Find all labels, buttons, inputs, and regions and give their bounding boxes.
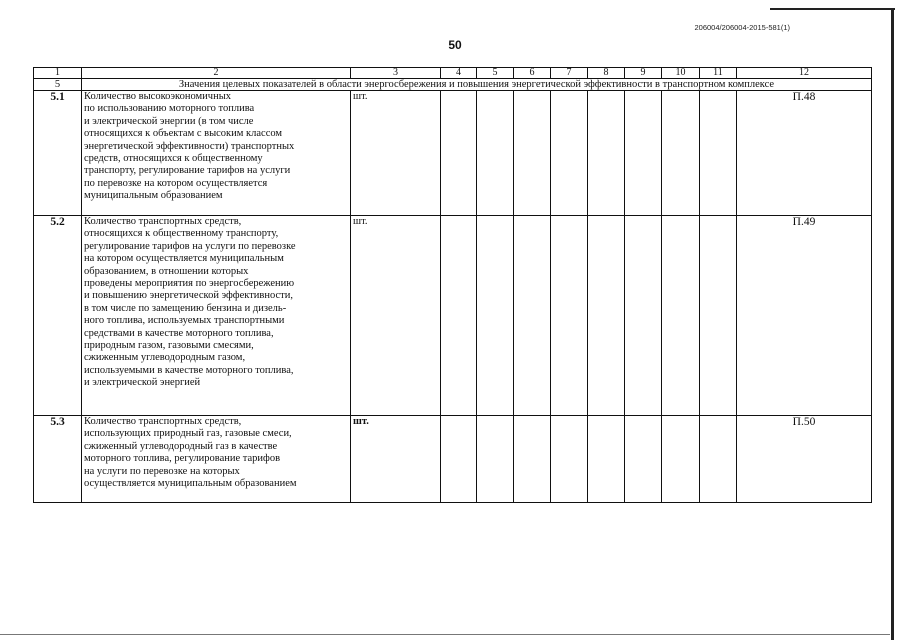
empty-cell: [441, 416, 477, 503]
description-line: средств, относящихся к общественному: [84, 153, 263, 165]
table-row: [34, 416, 872, 503]
description-line: относящихся к общественному транспорту,: [84, 228, 279, 240]
row-unit: шт.: [351, 216, 441, 416]
description-line: и электрической энергии (в том числе: [84, 115, 254, 127]
description-line: использующих природный газ, газовые смеси,: [84, 428, 292, 440]
description-line: моторного топлива, регулирование тарифов: [84, 453, 281, 465]
column-number: 7: [551, 68, 588, 79]
empty-cell: [662, 216, 700, 416]
column-number: 1: [34, 68, 82, 79]
section-row: [34, 79, 872, 91]
row-reference: П.50: [737, 416, 872, 503]
empty-cell: [477, 416, 514, 503]
description-line: проведены мероприятия по энергосбережению: [84, 278, 295, 290]
description-line: по использованию моторного топлива: [84, 103, 255, 115]
page-number: 50: [448, 38, 462, 52]
description-line: Количество транспортных средств,: [84, 416, 242, 427]
description-line: по перевозке на котором осуществляется: [84, 177, 268, 189]
description-line: муниципальным образованием: [84, 190, 223, 202]
table-row: [34, 216, 872, 416]
scan-edge-right: [891, 8, 894, 640]
row-description: [82, 91, 351, 216]
empty-cell: [477, 91, 514, 216]
description-line: природным газом, газовыми смесями,: [84, 340, 254, 352]
description-line: ного топлива, используемых транспортными: [84, 315, 285, 327]
scan-edge-bottom: [0, 634, 890, 635]
description-line: на котором осуществляется муниципальным: [84, 253, 284, 265]
description-line: и электрической энергией: [84, 377, 201, 389]
empty-cell: [625, 216, 662, 416]
empty-cell: [588, 216, 625, 416]
column-number: 3: [351, 68, 441, 79]
empty-cell: [551, 416, 588, 503]
scan-edge-top: [770, 8, 895, 10]
column-number: 9: [625, 68, 662, 79]
row-unit: шт.: [351, 91, 441, 216]
description-line: сжиженный углеводородный газ в качестве: [84, 440, 278, 452]
description-line: в том числе по замещению бензина и дизель-: [84, 302, 287, 314]
empty-cell: [662, 416, 700, 503]
column-number: 8: [588, 68, 625, 79]
description-line: средствами в качестве моторного топлива,: [84, 327, 274, 339]
column-number: 12: [737, 68, 872, 79]
description-line: используемыми в качестве моторного топлива,: [84, 364, 294, 376]
description-line: относящихся к объектам с высоким классом: [84, 128, 283, 140]
empty-cell: [588, 416, 625, 503]
empty-cell: [588, 91, 625, 216]
description-line: энергетической эффективности) транспортных: [84, 140, 295, 152]
table-row: [34, 91, 872, 216]
column-number: 6: [514, 68, 551, 79]
description-line: Количество транспортных средств,: [84, 216, 242, 227]
column-number: 5: [477, 68, 514, 79]
description-line: и повышению энергетической эффективности,: [84, 290, 293, 302]
row-number: 5.1: [34, 91, 82, 216]
empty-cell: [514, 416, 551, 503]
description-line: регулирование тарифов на услуги по перевозке: [84, 240, 296, 252]
row-number: 5.3: [34, 416, 82, 503]
row-reference: П.49: [737, 216, 872, 416]
empty-cell: [625, 91, 662, 216]
column-number-row: [34, 68, 872, 79]
empty-cell: [700, 416, 737, 503]
empty-cell: [700, 216, 737, 416]
empty-cell: [625, 416, 662, 503]
column-number: 11: [700, 68, 737, 79]
description-line: осуществляется муниципальным образованием: [84, 478, 297, 490]
row-number: 5.2: [34, 216, 82, 416]
section-title: Значения целевых показателей в области энергосбережения и повышения энергетической эффективности в транспортном комплексе: [82, 79, 872, 91]
description-line: образованием, в отношении которых: [84, 265, 249, 277]
empty-cell: [477, 216, 514, 416]
document-id: 206004/206004-2015-581(1): [694, 23, 790, 32]
row-unit: шт.: [351, 416, 441, 503]
column-number: 4: [441, 68, 477, 79]
description-line: Количество высокоэкономичных: [84, 91, 231, 102]
row-description: [82, 216, 351, 416]
empty-cell: [441, 216, 477, 416]
empty-cell: [551, 216, 588, 416]
column-number: 2: [82, 68, 351, 79]
description-line: транспорту, регулирование тарифов на услуги: [84, 165, 291, 177]
empty-cell: [514, 216, 551, 416]
empty-cell: [700, 91, 737, 216]
indicators-table: [33, 67, 872, 503]
row-description: [82, 416, 351, 503]
empty-cell: [441, 91, 477, 216]
empty-cell: [514, 91, 551, 216]
empty-cell: [662, 91, 700, 216]
empty-cell: [551, 91, 588, 216]
row-reference: П.48: [737, 91, 872, 216]
column-number: 10: [662, 68, 700, 79]
section-number: 5: [34, 79, 82, 91]
description-line: на услуги по перевозке на которых: [84, 465, 240, 477]
description-line: сжиженным углеводородным газом,: [84, 352, 246, 364]
